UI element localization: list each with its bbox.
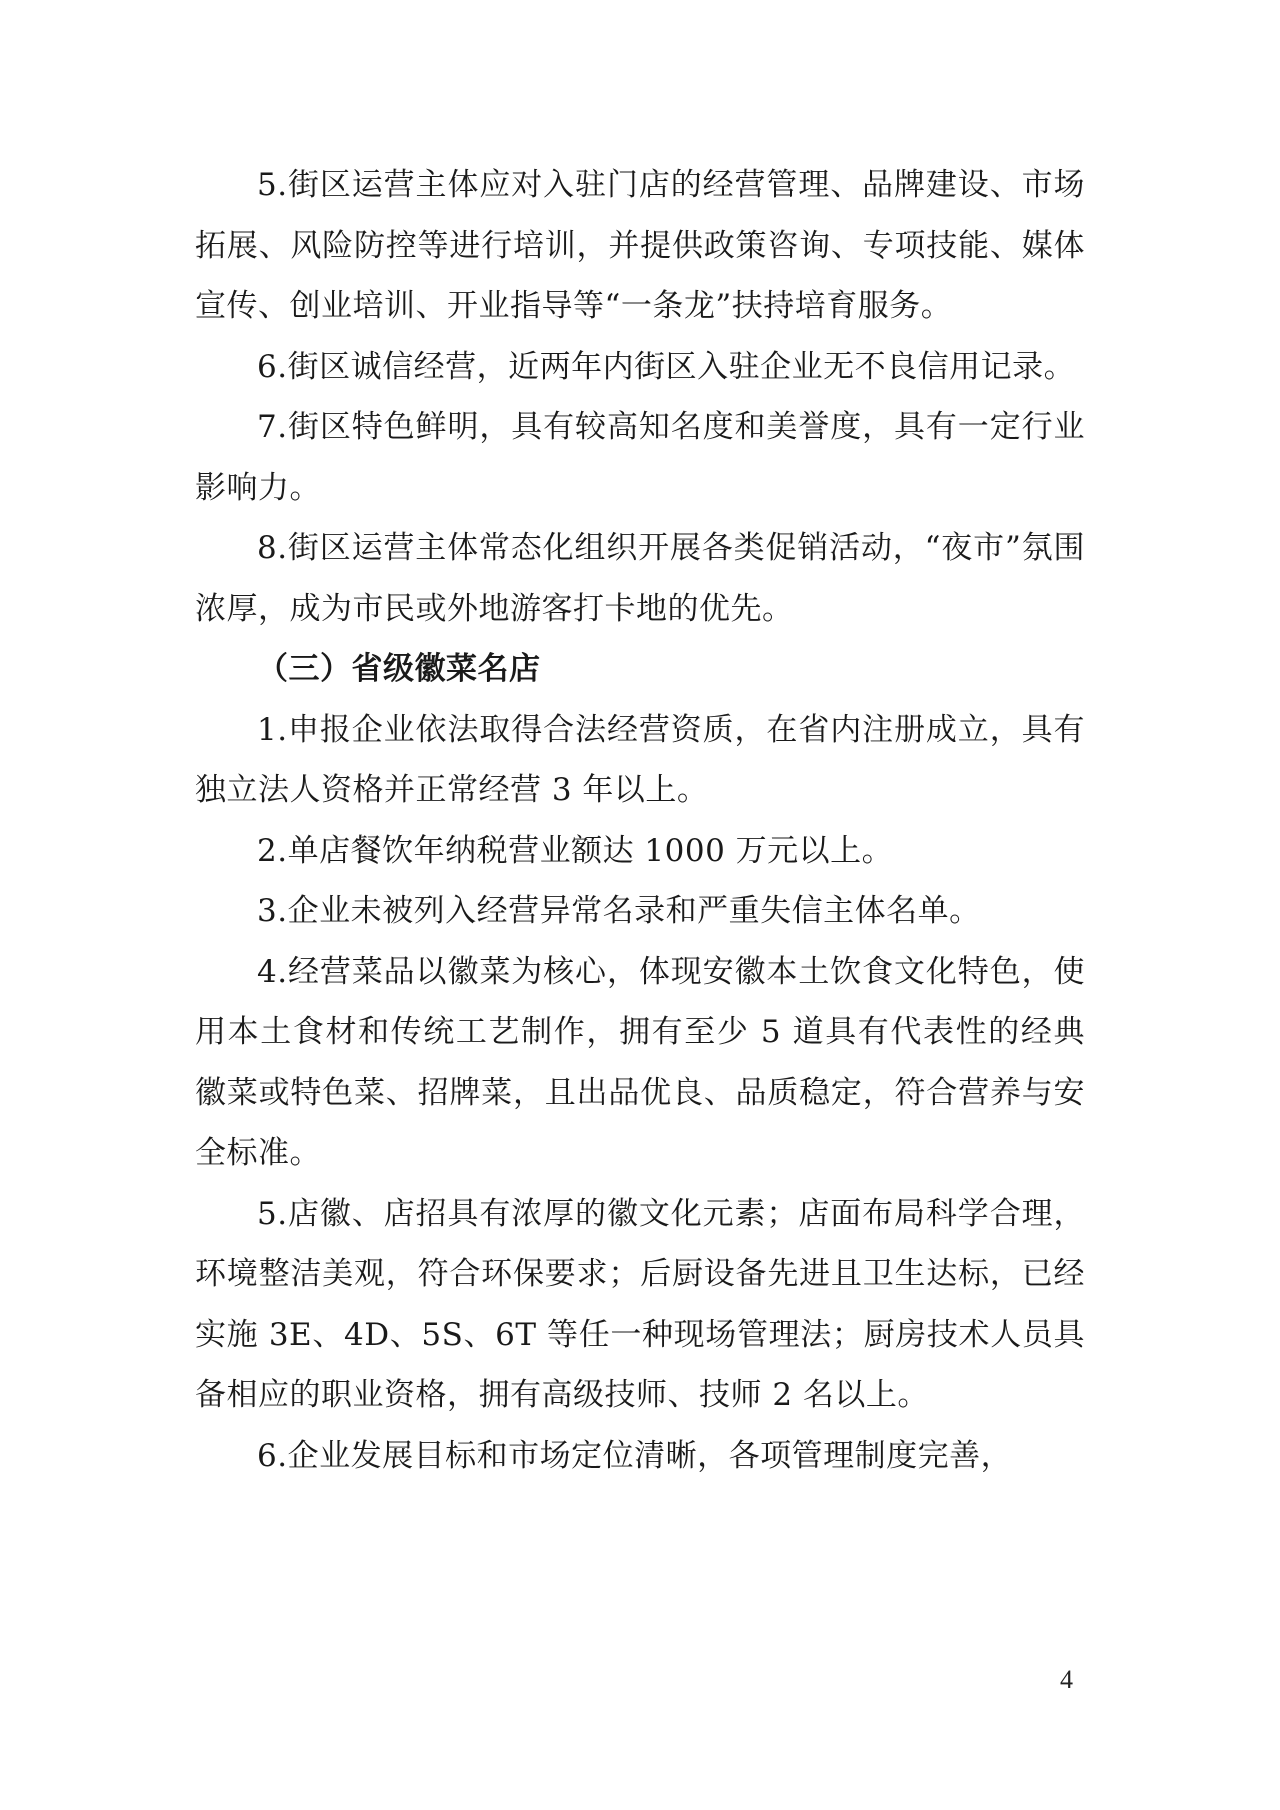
document-body bbox=[195, 155, 1085, 1486]
section-paragraph-5: 5.店徽、店招具有浓厚的徽文化元素；店面布局科学合理，环境整洁美观，符合环保要求；后厨设备先进且卫生达标，已经实施 3E、4D、5S、6T 等任一种现场管理法；厨房技术人员具备相应的职业资格，拥有高级技师、技师 2 名以上。 bbox=[195, 1195, 1085, 1413]
section-paragraph-6: 6.企业发展目标和市场定位清晰，各项管理制度完善， bbox=[257, 1437, 1013, 1474]
page-number: 4 bbox=[1060, 1665, 1073, 1694]
paragraph-7-street-feature: 7.街区特色鲜明，具有较高知名度和美誉度，具有一定行业影响力。 bbox=[195, 409, 1085, 506]
section-heading: （三）省级徽菜名店 bbox=[257, 651, 541, 687]
section-paragraph-4: 4.经营菜品以徽菜为核心，体现安徽本土饮食文化特色，使用本土食材和传统工艺制作，拥有至少 5 道具有代表性的经典徽菜或特色菜、招牌菜，且出品优良、品质稳定，符合营养与安全标准。 bbox=[195, 953, 1085, 1171]
section-paragraph-2: 2.单店餐饮年纳税营业额达 1000 万元以上。 bbox=[257, 832, 894, 869]
section-paragraph-3: 3.企业未被列入经营异常名录和严重失信主体名单。 bbox=[257, 893, 981, 929]
section-paragraph-1: 1.申报企业依法取得合法经营资质，在省内注册成立，具有独立法人资格并正常经营 3 年以上。 bbox=[195, 711, 1085, 808]
paragraph-6-street-credit: 6.街区诚信经营，近两年内街区入驻企业无不良信用记录。 bbox=[257, 348, 1076, 385]
paragraph-5-street-training: 5.街区运营主体应对入驻门店的经营管理、品牌建设、市场拓展、风险防控等进行培训，并提供政策咨询、专项技能、媒体宣传、创业培训、开业指导等“一条龙”扶持培育服务。 bbox=[195, 167, 1085, 324]
paragraph-8-street-promotion: 8.街区运营主体常态化组织开展各类促销活动，“夜市”氛围浓厚，成为市民或外地游客打卡地的优先。 bbox=[195, 530, 1085, 627]
